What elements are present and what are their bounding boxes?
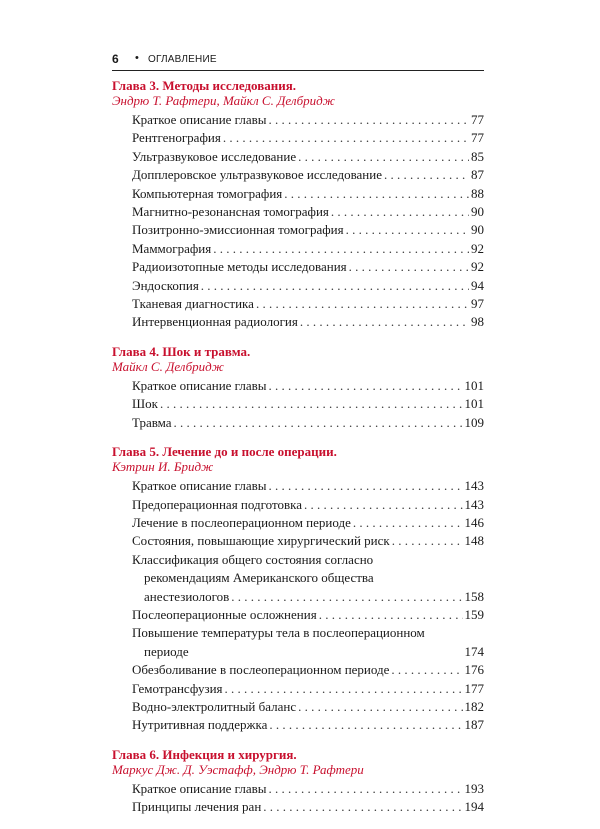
toc-entry-title: Лечение в послеоперационном периоде bbox=[132, 514, 351, 530]
toc-entry-page: 98 bbox=[471, 314, 484, 330]
toc-entry-page: 193 bbox=[464, 780, 484, 796]
dot-leader bbox=[298, 148, 469, 166]
page-number: 6 bbox=[112, 52, 119, 66]
section-title: ОГЛАВЛЕНИЕ bbox=[148, 54, 217, 65]
toc-entry[interactable] bbox=[132, 313, 484, 331]
dot-leader bbox=[392, 532, 463, 550]
toc-entry[interactable] bbox=[132, 532, 484, 550]
toc-entry-page: 174 bbox=[464, 643, 484, 659]
toc-entry-title: Гемотрансфузия bbox=[132, 680, 223, 696]
toc-entry[interactable] bbox=[132, 277, 484, 295]
dot-leader bbox=[269, 716, 462, 734]
toc-entry-title: Послеоперационные осложнения bbox=[132, 606, 317, 622]
dot-leader bbox=[353, 514, 463, 532]
toc-entry-title: Радиоизотопные методы исследования bbox=[132, 259, 347, 275]
toc-entry-page: 146 bbox=[464, 514, 484, 530]
toc-entry-title: Травма bbox=[132, 414, 172, 430]
dot-leader bbox=[223, 129, 469, 147]
toc-entry-page: 194 bbox=[464, 799, 484, 815]
toc-entry[interactable] bbox=[132, 185, 484, 203]
toc-entry-page: 90 bbox=[471, 204, 484, 220]
toc-entry-title: Принципы лечения ран bbox=[132, 799, 262, 815]
toc-entry-title: Магнитно-резонансная томография bbox=[132, 204, 329, 220]
dot-leader bbox=[213, 240, 469, 258]
toc-entry-title: Эндоскопия bbox=[132, 277, 199, 293]
toc-entry-last-line bbox=[132, 643, 484, 661]
toc-entry-page: 109 bbox=[464, 414, 484, 430]
chapter-5 bbox=[112, 444, 484, 735]
toc-entry-multiline[interactable] bbox=[132, 624, 484, 661]
toc-entry-title-line: анестезиологов bbox=[144, 588, 230, 604]
dot-leader bbox=[391, 661, 462, 679]
dot-leader bbox=[268, 111, 469, 129]
toc-entry[interactable] bbox=[132, 698, 484, 716]
toc-entry-page: 87 bbox=[471, 167, 484, 183]
toc-entry-page: 101 bbox=[464, 377, 484, 393]
dot-leader bbox=[384, 166, 469, 184]
dot-leader bbox=[349, 258, 469, 276]
toc-entry-page: 85 bbox=[471, 148, 484, 164]
dot-leader bbox=[256, 295, 469, 313]
toc-entry[interactable] bbox=[132, 295, 484, 313]
toc-entry[interactable] bbox=[132, 496, 484, 514]
dot-leader bbox=[331, 203, 469, 221]
toc-entry[interactable] bbox=[132, 148, 484, 166]
dot-leader bbox=[346, 221, 469, 239]
toc-entry-page: 148 bbox=[464, 533, 484, 549]
toc-entry-title: Обезболивание в послеоперационном периоде bbox=[132, 662, 390, 678]
toc-entry-title: Водно-электролитный баланс bbox=[132, 698, 297, 714]
running-header bbox=[112, 50, 484, 71]
toc-entry-page: 177 bbox=[464, 680, 484, 696]
dot-leader bbox=[284, 185, 469, 203]
toc-entry-title: Позитронно-эмиссионная томография bbox=[132, 222, 344, 238]
chapter-authors: Маркус Дж. Д. Уэстафф, Эндрю Т. Рафтери bbox=[112, 761, 364, 777]
toc-entry-page: 187 bbox=[464, 717, 484, 733]
dot-leader bbox=[201, 277, 469, 295]
toc-entry-title: Краткое описание главы bbox=[132, 780, 267, 796]
toc-entry-title: Допплеровское ультразвуковое исследование bbox=[132, 167, 382, 183]
toc-entry-title-line: рекомендациям Американского общества bbox=[144, 570, 374, 586]
toc-entry-page: 97 bbox=[471, 296, 484, 312]
dot-leader bbox=[319, 606, 463, 624]
toc-entry-page: 101 bbox=[464, 396, 484, 412]
toc-entry-title-line: Повышение температуры тела в послеоперационном bbox=[132, 625, 425, 641]
toc-entry-title-line: Классификация общего состояния согласно bbox=[132, 551, 374, 567]
toc-entry-title: Ультразвуковое исследование bbox=[132, 148, 297, 164]
dot-leader bbox=[304, 496, 463, 514]
toc-entry-title: Шок bbox=[132, 396, 158, 412]
toc-entry[interactable] bbox=[132, 203, 484, 221]
toc-entry[interactable] bbox=[132, 716, 484, 734]
toc-entry[interactable] bbox=[132, 377, 484, 395]
chapter-3 bbox=[112, 78, 484, 332]
dot-leader bbox=[263, 798, 462, 816]
dot-leader bbox=[300, 313, 469, 331]
toc-entry-title: Краткое описание главы bbox=[132, 112, 267, 127]
toc-entry[interactable] bbox=[132, 166, 484, 184]
toc-entry[interactable] bbox=[132, 780, 484, 798]
toc-entry-title-line: периоде bbox=[144, 643, 189, 659]
toc-entry-multiline[interactable] bbox=[132, 551, 484, 606]
chapter-title[interactable]: Глава 3. Методы исследования. bbox=[112, 78, 297, 93]
dot-leader bbox=[268, 477, 462, 495]
toc-entry[interactable] bbox=[132, 414, 484, 432]
toc-entry[interactable] bbox=[132, 477, 484, 495]
toc-entry[interactable] bbox=[132, 221, 484, 239]
chapter-6 bbox=[112, 747, 484, 817]
chapter-title[interactable]: Глава 6. Инфекция и хирургия. bbox=[112, 746, 297, 762]
toc-entry-title: Состояния, повышающие хирургический риск bbox=[132, 533, 390, 549]
toc-entry-title: Маммография bbox=[132, 240, 212, 256]
chapter-title[interactable]: Глава 4. Шок и травма. bbox=[112, 343, 251, 359]
toc-entry-title: Предоперационная подготовка bbox=[132, 496, 302, 512]
toc-entry[interactable] bbox=[132, 798, 484, 816]
toc-entry-title: Краткое описание главы bbox=[132, 478, 267, 494]
toc-entry[interactable] bbox=[132, 661, 484, 679]
toc-entry[interactable] bbox=[132, 606, 484, 624]
dot-leader bbox=[298, 698, 462, 716]
toc-entry-page: 143 bbox=[464, 496, 484, 512]
dot-leader bbox=[268, 377, 462, 395]
bullet-separator: • bbox=[135, 52, 139, 64]
table-of-contents bbox=[112, 78, 484, 829]
chapter-title[interactable]: Глава 5. Лечение до и после операции. bbox=[112, 444, 337, 460]
dot-leader bbox=[231, 588, 462, 606]
toc-entry[interactable] bbox=[132, 514, 484, 532]
chapter-authors: Кэтрин И. Бридж bbox=[112, 459, 214, 475]
toc-entry-page: 77 bbox=[471, 112, 484, 127]
toc-entry-title: Рентгенография bbox=[132, 130, 221, 146]
toc-entry-page: 92 bbox=[471, 240, 484, 256]
toc-entry[interactable] bbox=[132, 258, 484, 276]
toc-entry-page: 92 bbox=[471, 259, 484, 275]
toc-entry-title: Краткое описание главы bbox=[132, 377, 267, 393]
dot-leader bbox=[174, 414, 463, 432]
toc-entry[interactable] bbox=[132, 111, 484, 129]
toc-entry-title: Нутритивная поддержка bbox=[132, 717, 268, 733]
chapter-4 bbox=[112, 344, 484, 432]
toc-entry[interactable] bbox=[132, 240, 484, 258]
toc-entry-page: 182 bbox=[464, 698, 484, 714]
dot-leader bbox=[268, 780, 462, 798]
toc-entry-last-line bbox=[132, 588, 484, 606]
toc-entry[interactable] bbox=[132, 395, 484, 413]
dot-leader bbox=[160, 395, 463, 413]
toc-entry[interactable] bbox=[132, 129, 484, 147]
toc-entry-page: 158 bbox=[464, 588, 484, 604]
toc-entry-page: 143 bbox=[464, 478, 484, 494]
toc-entry-page: 77 bbox=[471, 130, 484, 146]
toc-entry-page: 176 bbox=[464, 662, 484, 678]
dot-leader bbox=[225, 680, 463, 698]
toc-entry-title: Тканевая диагностика bbox=[132, 296, 254, 312]
toc-entry-page: 90 bbox=[471, 222, 484, 238]
toc-entry-page: 159 bbox=[464, 606, 484, 622]
toc-entry-title: Интервенционная радиология bbox=[132, 314, 298, 330]
chapter-authors: Эндрю Т. Рафтери, Майкл С. Делбридж bbox=[112, 93, 335, 108]
toc-entry-page: 94 bbox=[471, 277, 484, 293]
toc-entry[interactable] bbox=[132, 680, 484, 698]
toc-entry-title: Компьютерная томография bbox=[132, 185, 283, 201]
chapter-authors: Майкл С. Делбридж bbox=[112, 358, 224, 374]
toc-entry-page: 88 bbox=[471, 185, 484, 201]
